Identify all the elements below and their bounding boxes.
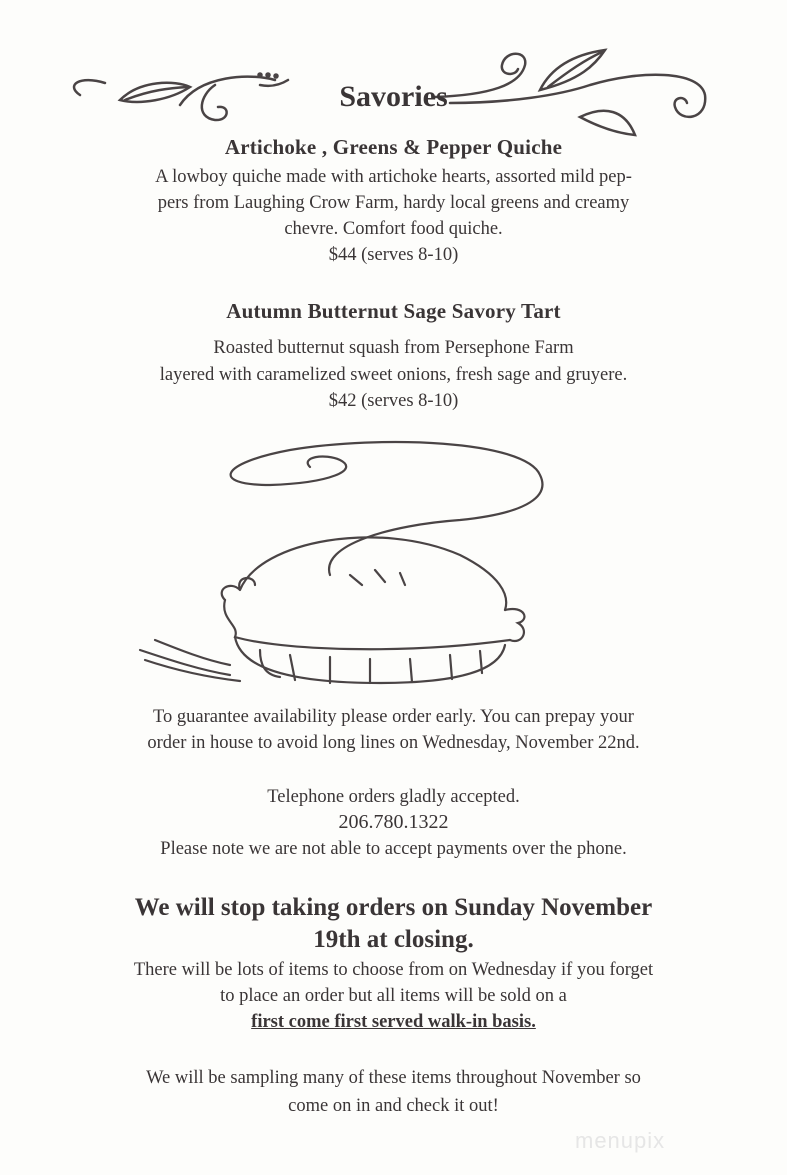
deadline-heading: 19th at closing.	[313, 926, 474, 953]
item-price: $44 (serves 8-10)	[328, 245, 459, 265]
deadline-heading: We will stop taking orders on Sunday November	[134, 894, 653, 921]
item-price: $42 (serves 8-10)	[328, 391, 459, 411]
ordering-text: order in house to avoid long lines on Wednesday, November 22nd.	[147, 733, 640, 753]
walkin-text: There will be lots of items to choose from on Wednesday if you forget	[133, 960, 654, 980]
sampling-text: come on in and check it out!	[288, 1096, 499, 1116]
item-description: pers from Laughing Crow Farm, hardy local greens and creamy	[157, 193, 630, 213]
item-description: A lowboy quiche made with artichoke hearts, assorted mild pep-	[155, 167, 632, 187]
item-description: chevre. Comfort food quiche.	[284, 219, 503, 239]
section-title: Savories	[339, 80, 448, 113]
walkin-emphasis: first come first served walk-in basis.	[251, 1012, 536, 1032]
walkin-emphasis-row	[0, 1010, 787, 1034]
watermark: menupix	[575, 1128, 666, 1153]
telephone-label: Telephone orders gladly accepted.	[267, 787, 520, 807]
item-description: layered with caramelized sweet onions, fresh sage and gruyere.	[159, 365, 628, 385]
sampling-text: We will be sampling many of these items throughout November so	[146, 1068, 641, 1088]
item-description: Roasted butternut squash from Persephone Farm	[213, 338, 574, 358]
payment-note: Please note we are not able to accept payments over the phone.	[160, 839, 627, 859]
item-name: Autumn Butternut Sage Savory Tart	[226, 299, 561, 323]
walkin-text: to place an order but all items will be sold on a	[220, 986, 567, 1006]
phone-number: 206.780.1322	[338, 811, 449, 833]
item-name: Artichoke , Greens & Pepper Quiche	[224, 135, 563, 159]
pie-illustration-icon	[130, 425, 640, 695]
ordering-text: To guarantee availability please order early. You can prepay your	[153, 707, 634, 727]
